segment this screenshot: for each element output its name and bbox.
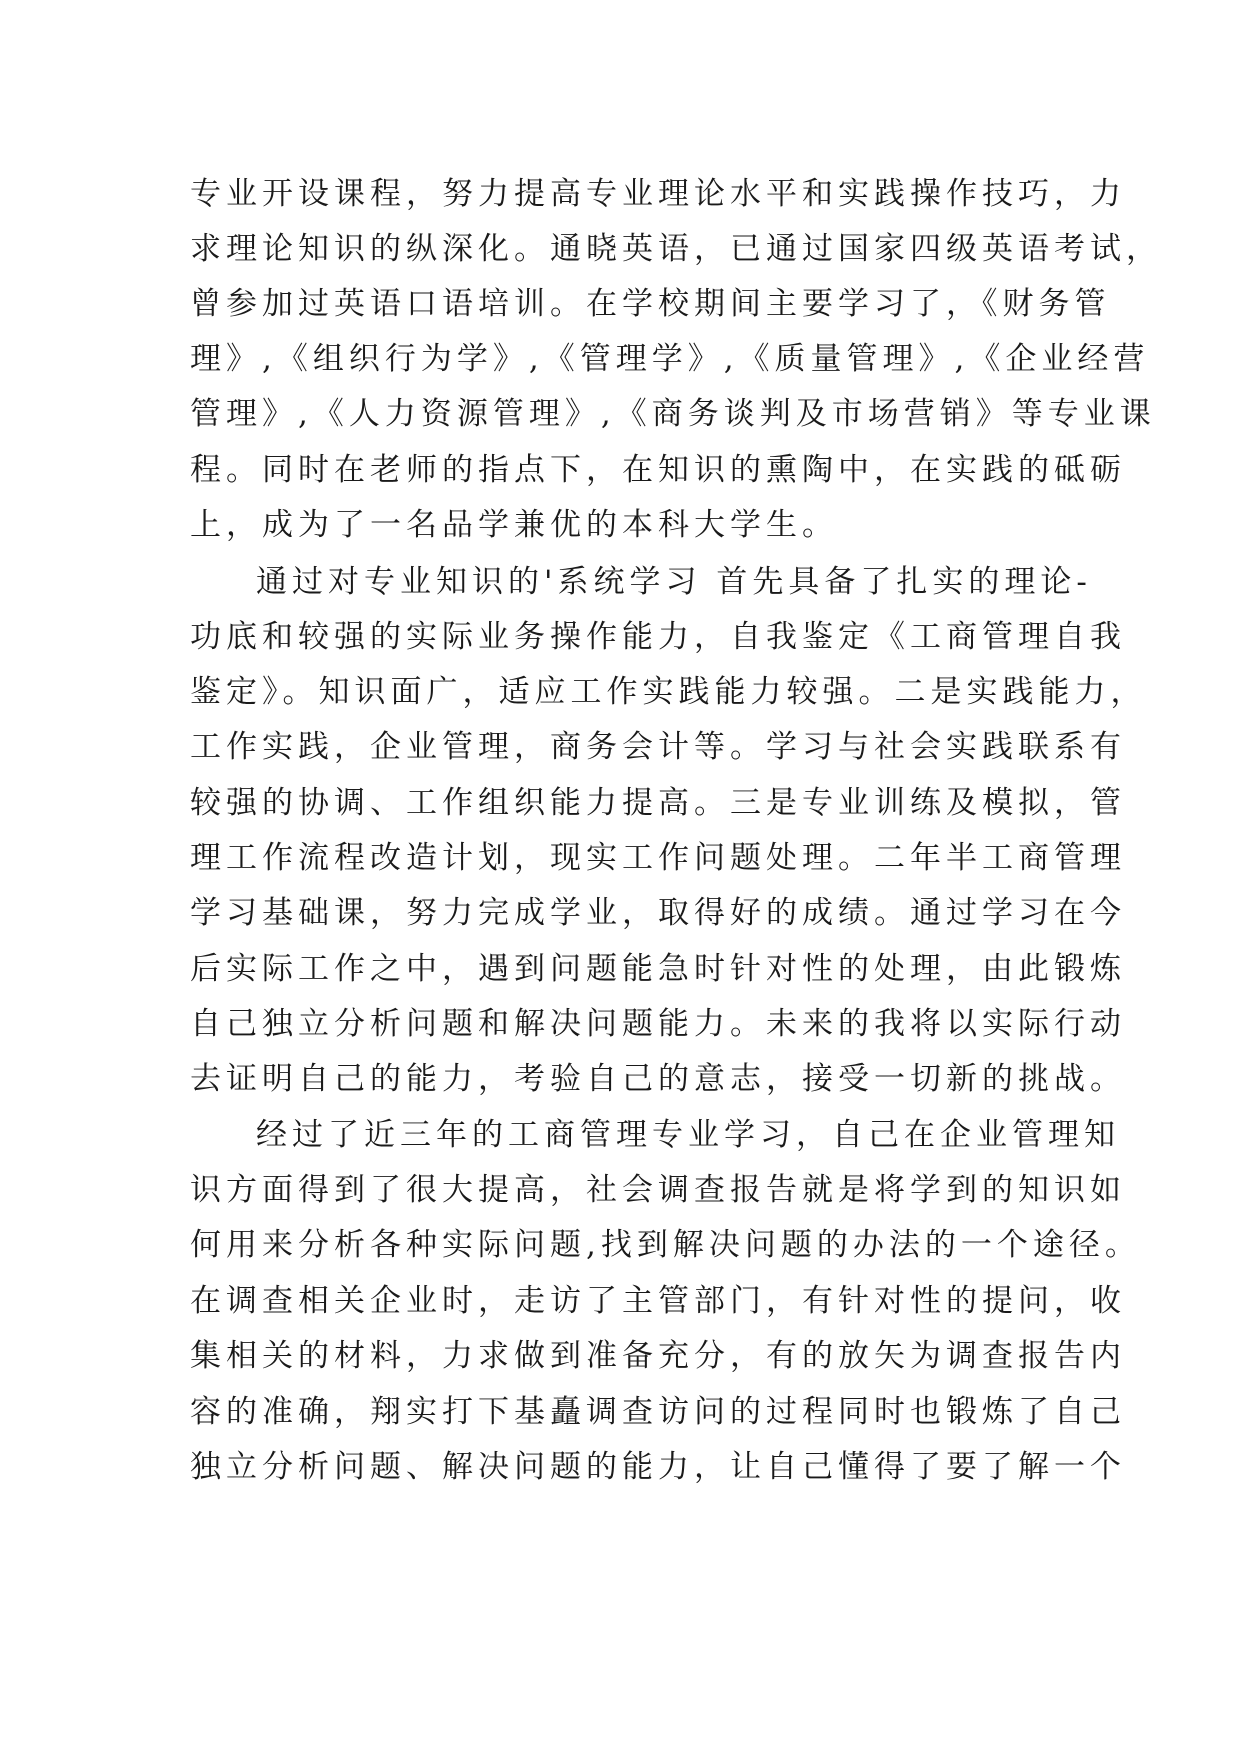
text-line: 专业开设课程，努力提高专业理论水平和实践操作技巧，力	[190, 176, 1126, 212]
text-line: 鉴定》。知识面广，适应工作实践能力较强。二是实践能力，	[190, 674, 1147, 710]
text-line: 集相关的材料，力求做到准备充分，有的放矢为调查报告内	[190, 1338, 1126, 1374]
text-line: 后实际工作之中，遇到问题能急时针对性的处理，由此锻炼	[190, 951, 1126, 987]
text-line: 独立分析问题、解决问题的能力，让自己懂得了要了解一个	[190, 1449, 1126, 1485]
text-line: 在调查相关企业时，走访了主管部门，有针对性的提问，收	[190, 1283, 1126, 1319]
text-line: 功底和较强的实际业务操作能力，自我鉴定《工商管理自我	[190, 619, 1126, 655]
paragraph-first-line: 经过了近三年的工商管理专业学习，自己在企业管理知	[256, 1117, 1120, 1153]
text-line: 理工作流程改造计划，现实工作问题处理。二年半工商管理	[190, 840, 1126, 876]
text-line: 识方面得到了很大提高，社会调查报告就是将学到的知识如	[190, 1172, 1126, 1208]
text-line: 自己独立分析问题和解决问题能力。未来的我将以实际行动	[190, 1006, 1126, 1042]
text-line: 程。同时在老师的指点下，在知识的熏陶中，在实践的砥砺	[190, 452, 1126, 488]
text-line: 管理》,《人力资源管理》,《商务谈判及市场营销》等专业课	[190, 396, 1156, 432]
paragraph-first-line: 通过对专业知识的'系统学习 首先具备了扎实的理论-	[256, 564, 1092, 600]
text-line: 容的准确，翔实打下基矗调查访问的过程同时也锻炼了自己	[190, 1394, 1126, 1430]
text-line: 学习基础课，努力完成学业，取得好的成绩。通过学习在今	[190, 895, 1126, 931]
text-line: 上，成为了一名品学兼优的本科大学生。	[190, 507, 838, 543]
text-line: 去证明自己的能力，考验自己的意志，接受一切新的挑战。	[190, 1061, 1126, 1097]
text-line: 较强的协调、工作组织能力提高。三是专业训练及模拟，管	[190, 785, 1126, 821]
text-line: 理》,《组织行为学》,《管理学》,《质量管理》,《企业经营	[190, 341, 1150, 377]
text-line: 何用来分析各种实际问题,找到解决问题的办法的一个途径。	[190, 1227, 1141, 1263]
text-line: 曾参加过英语口语培训。在学校期间主要学习了，《财务管	[190, 286, 1111, 322]
text-line: 工作实践，企业管理，商务会计等。学习与社会实践联系有	[190, 729, 1126, 765]
text-line: 求理论知识的纵深化。通晓英语，已通过国家四级英语考试，	[190, 231, 1162, 267]
